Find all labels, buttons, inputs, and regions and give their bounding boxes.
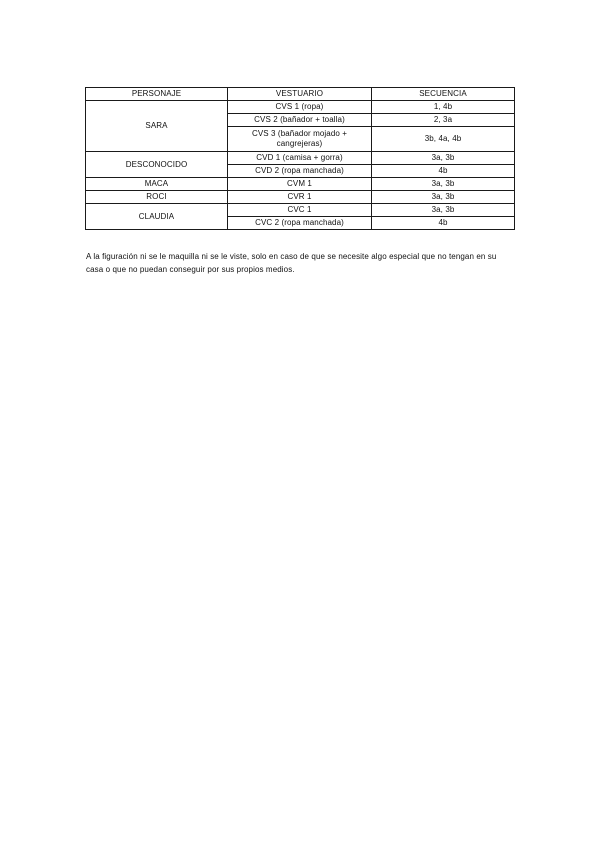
sequence-cell: 3a, 3b <box>372 191 515 204</box>
character-cell-sara: SARA <box>86 101 228 152</box>
costume-cell: CVS 1 (ropa) <box>228 101 372 114</box>
costume-cell: CVC 1 <box>228 204 372 217</box>
sequence-cell: 4b <box>372 217 515 230</box>
costume-cell: CVD 2 (ropa manchada) <box>228 165 372 178</box>
character-cell-roci: ROCI <box>86 191 228 204</box>
extras-note: A la figuración ni se le maquilla ni se le viste, solo en caso de que se necesite algo especial que no tengan en su casa o que no puedan conseguir por sus propios medios. <box>86 252 497 274</box>
header-costume: VESTUARIO <box>228 88 372 101</box>
sequence-cell: 4b <box>372 165 515 178</box>
table-row <box>86 152 515 165</box>
sequence-cell: 2, 3a <box>372 114 515 127</box>
sequence-cell: 3a, 3b <box>372 178 515 191</box>
table-row <box>86 191 515 204</box>
header-sequence: SECUENCIA <box>372 88 515 101</box>
header-character: PERSONAJE <box>86 88 228 101</box>
sequence-cell: 3b, 4a, 4b <box>372 127 515 152</box>
sequence-cell: 3a, 3b <box>372 204 515 217</box>
table-row <box>86 178 515 191</box>
costume-table <box>85 87 515 230</box>
character-cell-maca: MACA <box>86 178 228 191</box>
costume-cell: CVS 2 (bañador + toalla) <box>228 114 372 127</box>
character-cell-desconocido: DESCONOCIDO <box>86 152 228 178</box>
table-row <box>86 204 515 217</box>
sequence-cell: 1, 4b <box>372 101 515 114</box>
table-row <box>86 101 515 114</box>
character-cell-claudia: CLAUDIA <box>86 204 228 230</box>
sequence-cell: 3a, 3b <box>372 152 515 165</box>
table-header-row <box>86 88 515 101</box>
costume-cell: CVD 1 (camisa + gorra) <box>228 152 372 165</box>
costume-cell: CVC 2 (ropa manchada) <box>228 217 372 230</box>
costume-cell: CVM 1 <box>228 178 372 191</box>
costume-cell: CVS 3 (bañador mojado + cangrejeras) <box>228 127 372 152</box>
costume-cell: CVR 1 <box>228 191 372 204</box>
